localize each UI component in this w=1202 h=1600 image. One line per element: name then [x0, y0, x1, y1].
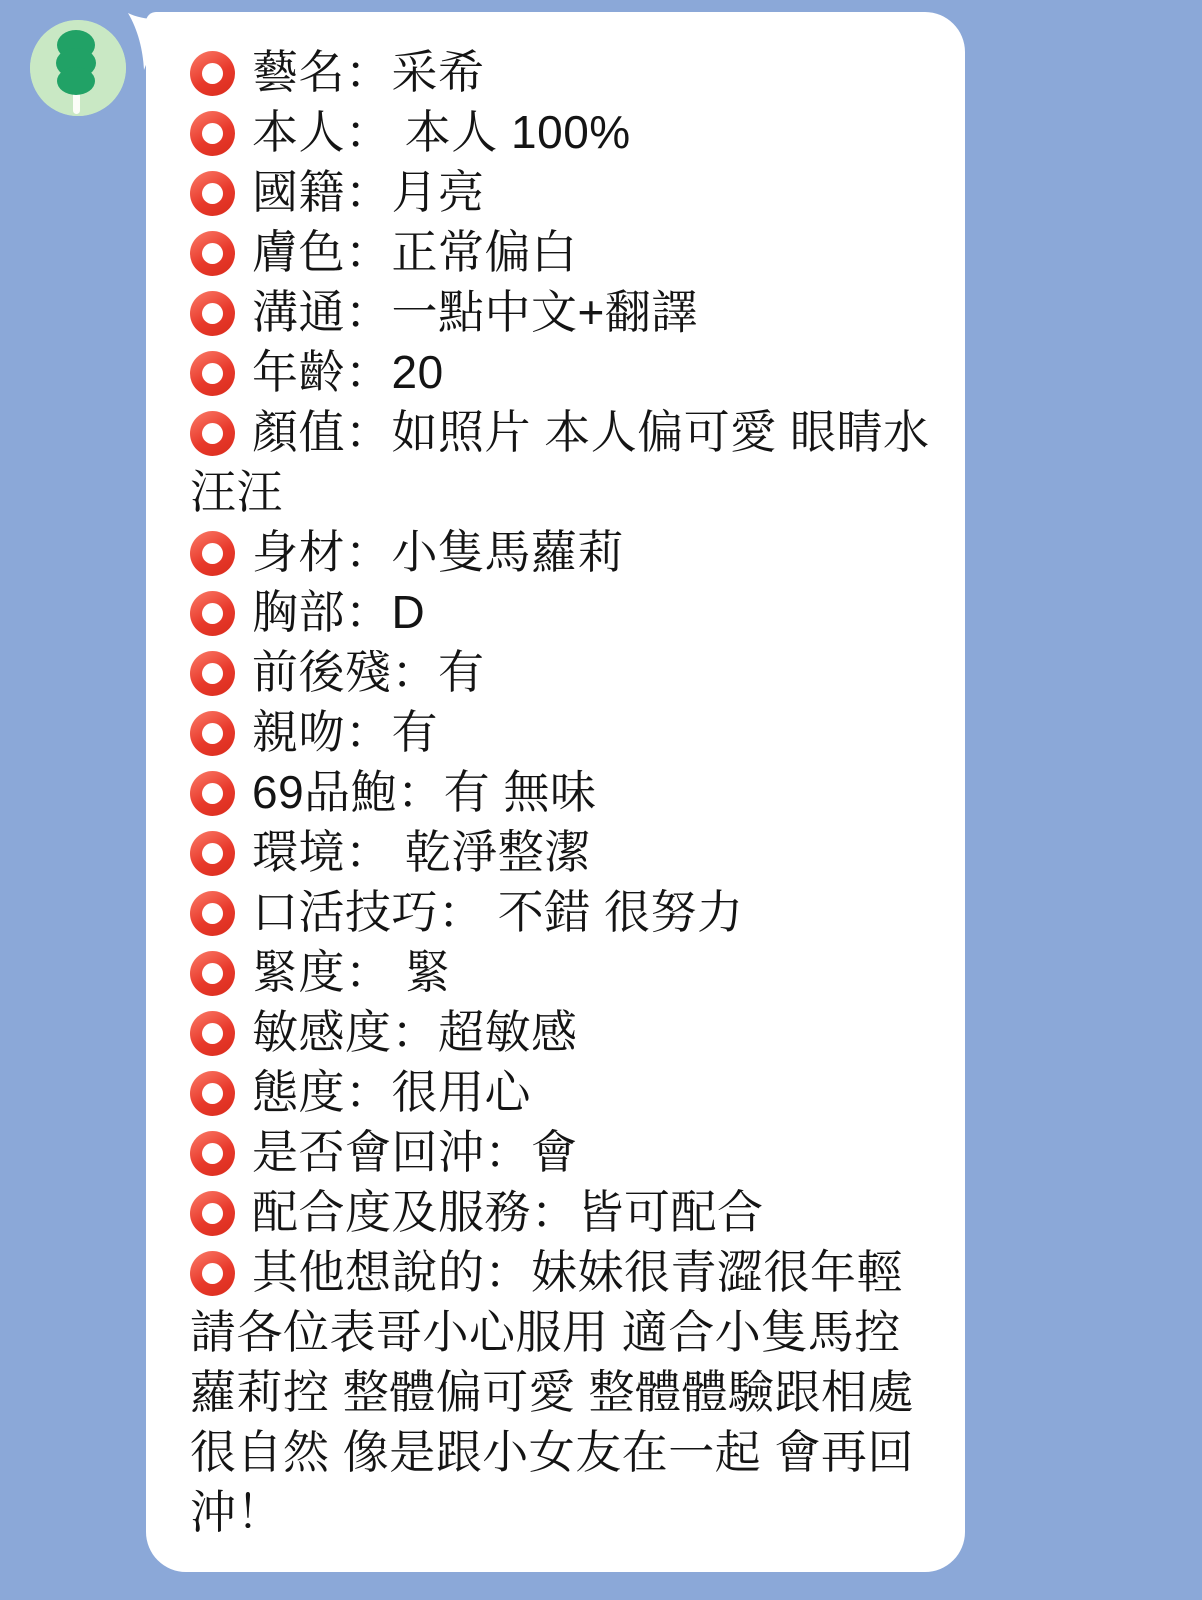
profile-line [190, 642, 937, 702]
red-circle-icon [190, 1191, 235, 1236]
profile-line-text: 69品鮑：有 無味 [252, 766, 597, 818]
red-circle-icon [190, 1251, 235, 1296]
profile-line [190, 582, 937, 642]
profile-line-text: 本人： 本人 100% [252, 106, 631, 158]
red-circle-icon [190, 411, 235, 456]
profile-line-text: 緊度： 緊 [252, 946, 452, 998]
profile-line-text: 胸部：D [252, 586, 426, 638]
red-circle-icon [190, 651, 235, 696]
red-circle-icon [190, 771, 235, 816]
profile-line [190, 402, 937, 522]
red-circle-icon [190, 351, 235, 396]
red-circle-icon [190, 171, 235, 216]
red-circle-icon [190, 831, 235, 876]
profile-line [190, 702, 937, 762]
red-circle-icon [190, 591, 235, 636]
red-circle-icon [190, 1011, 235, 1056]
red-circle-icon [190, 951, 235, 996]
profile-line [190, 882, 937, 942]
profile-line-text: 其他想說的：妹妹很青澀很年輕 請各位表哥小心服用 適合小隻馬控 蘿莉控 整體偏可愛 整體體驗跟相處很自然 像是跟小女友在一起 會再回沖！ [190, 1246, 915, 1538]
profile-line [190, 282, 937, 342]
red-circle-icon [190, 891, 235, 936]
profile-line-text: 國籍：月亮 [252, 166, 485, 218]
red-circle-icon [190, 111, 235, 156]
profile-line-text: 溝通：一點中文+翻譯 [252, 286, 698, 338]
red-circle-icon [190, 51, 235, 96]
profile-line [190, 342, 937, 402]
profile-line-text: 是否會回沖：會 [252, 1126, 578, 1178]
red-circle-icon [190, 1131, 235, 1176]
profile-line [190, 162, 937, 222]
profile-line-text: 配合度及服務：皆可配合 [252, 1186, 764, 1238]
profile-line [190, 222, 937, 282]
profile-line-text: 顏值：如照片 本人偏可愛 眼睛水汪汪 [190, 406, 930, 518]
profile-line [190, 942, 937, 1002]
profile-line [190, 102, 937, 162]
tanghulu-icon [30, 20, 126, 116]
profile-line [190, 1062, 937, 1122]
profile-line-text: 態度：很用心 [252, 1066, 531, 1118]
message-bubble [146, 12, 965, 1572]
profile-line-text: 年齡：20 [252, 346, 444, 398]
profile-line-text: 膚色：正常偏白 [252, 226, 578, 278]
avatar[interactable] [30, 20, 126, 116]
profile-line-text: 環境： 乾淨整潔 [252, 826, 591, 878]
profile-line [190, 1122, 937, 1182]
red-circle-icon [190, 531, 235, 576]
profile-line-text: 身材：小隻馬蘿莉 [252, 526, 624, 578]
profile-line [190, 522, 937, 582]
profile-line-text: 前後殘：有 [252, 646, 485, 698]
profile-line-text: 口活技巧： 不錯 很努力 [252, 886, 744, 938]
profile-line [190, 762, 937, 822]
profile-line [190, 1182, 937, 1242]
profile-line [190, 42, 937, 102]
profile-line-text: 藝名：采希 [252, 46, 485, 98]
profile-line-text: 敏感度：超敏感 [252, 1006, 578, 1058]
profile-line-text: 親吻：有 [252, 706, 438, 758]
red-circle-icon [190, 1071, 235, 1116]
red-circle-icon [190, 231, 235, 276]
profile-line [190, 1002, 937, 1062]
profile-line [190, 822, 937, 882]
profile-line [190, 1242, 937, 1542]
red-circle-icon [190, 291, 235, 336]
red-circle-icon [190, 711, 235, 756]
